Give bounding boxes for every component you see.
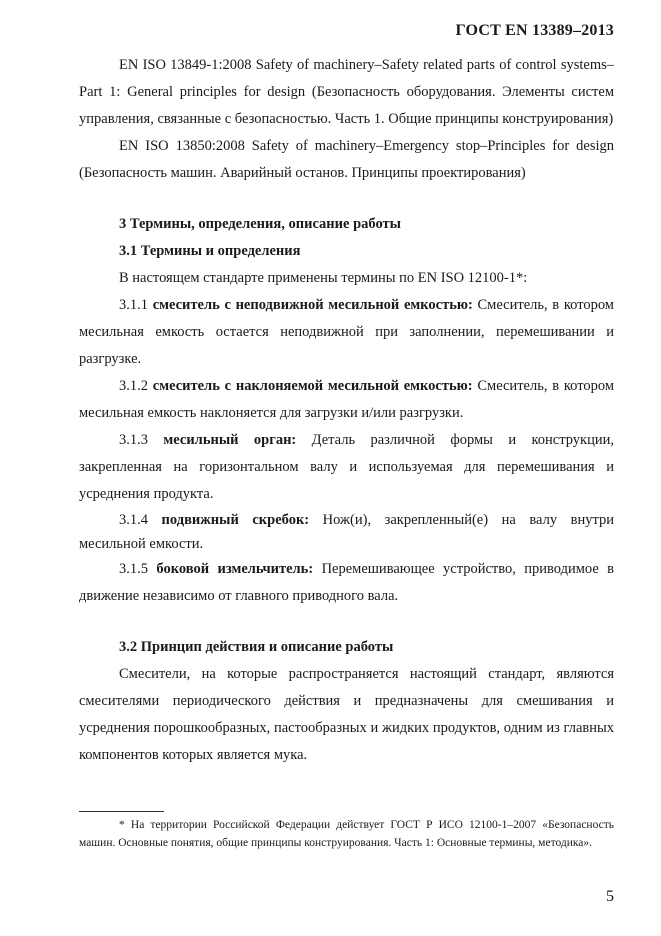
term-name: смеситель с неподвижной месильной емкостью: <box>152 297 473 313</box>
term-text: Нож(и), закрепленный(е) на валу внутри месильной емкости. <box>79 512 614 552</box>
page-number: 5 <box>606 888 614 905</box>
section-heading: 3 Термины, определения, описание работы <box>119 216 401 232</box>
term-definition <box>79 373 614 427</box>
term-definition <box>79 292 614 373</box>
term-number: 3.1.1 <box>119 297 153 313</box>
term-definition <box>79 508 614 556</box>
subsection-heading: 3.2 Принцип действия и описание работы <box>119 639 394 655</box>
term-name: подвижный скребок: <box>161 512 310 528</box>
reference-item: EN ISO 13850:2008 Safety of machinery–Emergency stop–Principles for design (Безопасность машин. Аварийный останов. Принципы проектирования) <box>79 138 614 181</box>
terms-intro: В настоящем стандарте применены термины по EN ISO 12100-1*: <box>119 270 528 286</box>
term-text: Деталь различной формы и конструкции, закрепленная на горизонтальном валу и используемая для перемешивания и усреднения продукта. <box>79 432 615 502</box>
term-text: Перемешивающее устройство, приводимое в движение независимо от главного приводного вала. <box>79 561 615 604</box>
term-name: смеситель с наклоняемой месильной емкостью: <box>152 378 473 394</box>
term-name: боковой измельчитель: <box>156 561 314 577</box>
body-text <box>79 52 614 769</box>
term-number: 3.1.5 <box>119 561 157 577</box>
term-definition <box>79 427 614 508</box>
term-text: Смеситель, в котором месильная емкость наклоняется для загрузки и/или разгрузки. <box>79 378 614 421</box>
term-text: Смеситель, в котором месильная емкость остается неподвижной при заполнении, перемешивании и разгрузке. <box>79 297 614 367</box>
term-name: месильный орган: <box>163 432 297 448</box>
standard-id-header: ГОСТ EN 13389–2013 <box>455 22 614 39</box>
footnote <box>79 817 614 852</box>
term-definition <box>79 556 614 610</box>
reference-item: EN ISO 13849-1:2008 Safety of machinery–Safety related parts of control systems–Part 1: General principles for design (Безопасность оборудования. Элементы систем управления, связанные с безопасностью. Часть 1. Общие принципы конструирования) <box>79 57 614 127</box>
term-number: 3.1.3 <box>119 432 164 448</box>
term-number: 3.1.4 <box>119 512 162 528</box>
term-number: 3.1.2 <box>119 378 153 394</box>
footnote-text: * На территории Российской Федерации действует ГОСТ Р ИСО 12100-1–2007 «Безопасность машин. Основные понятия, общие принципы конструирования. Часть 1: Основные термины, методика». <box>79 819 614 849</box>
subsection-heading: 3.1 Термины и определения <box>119 243 301 259</box>
body-paragraph: Смесители, на которые распространяется настоящий стандарт, являются смесителями периодического действия и предназначены для смешивания и усреднения порошкообразных, пастообразных и жидких продуктов, одним из главных компонентов которых является мука. <box>79 666 614 763</box>
footnote-divider <box>79 811 164 812</box>
